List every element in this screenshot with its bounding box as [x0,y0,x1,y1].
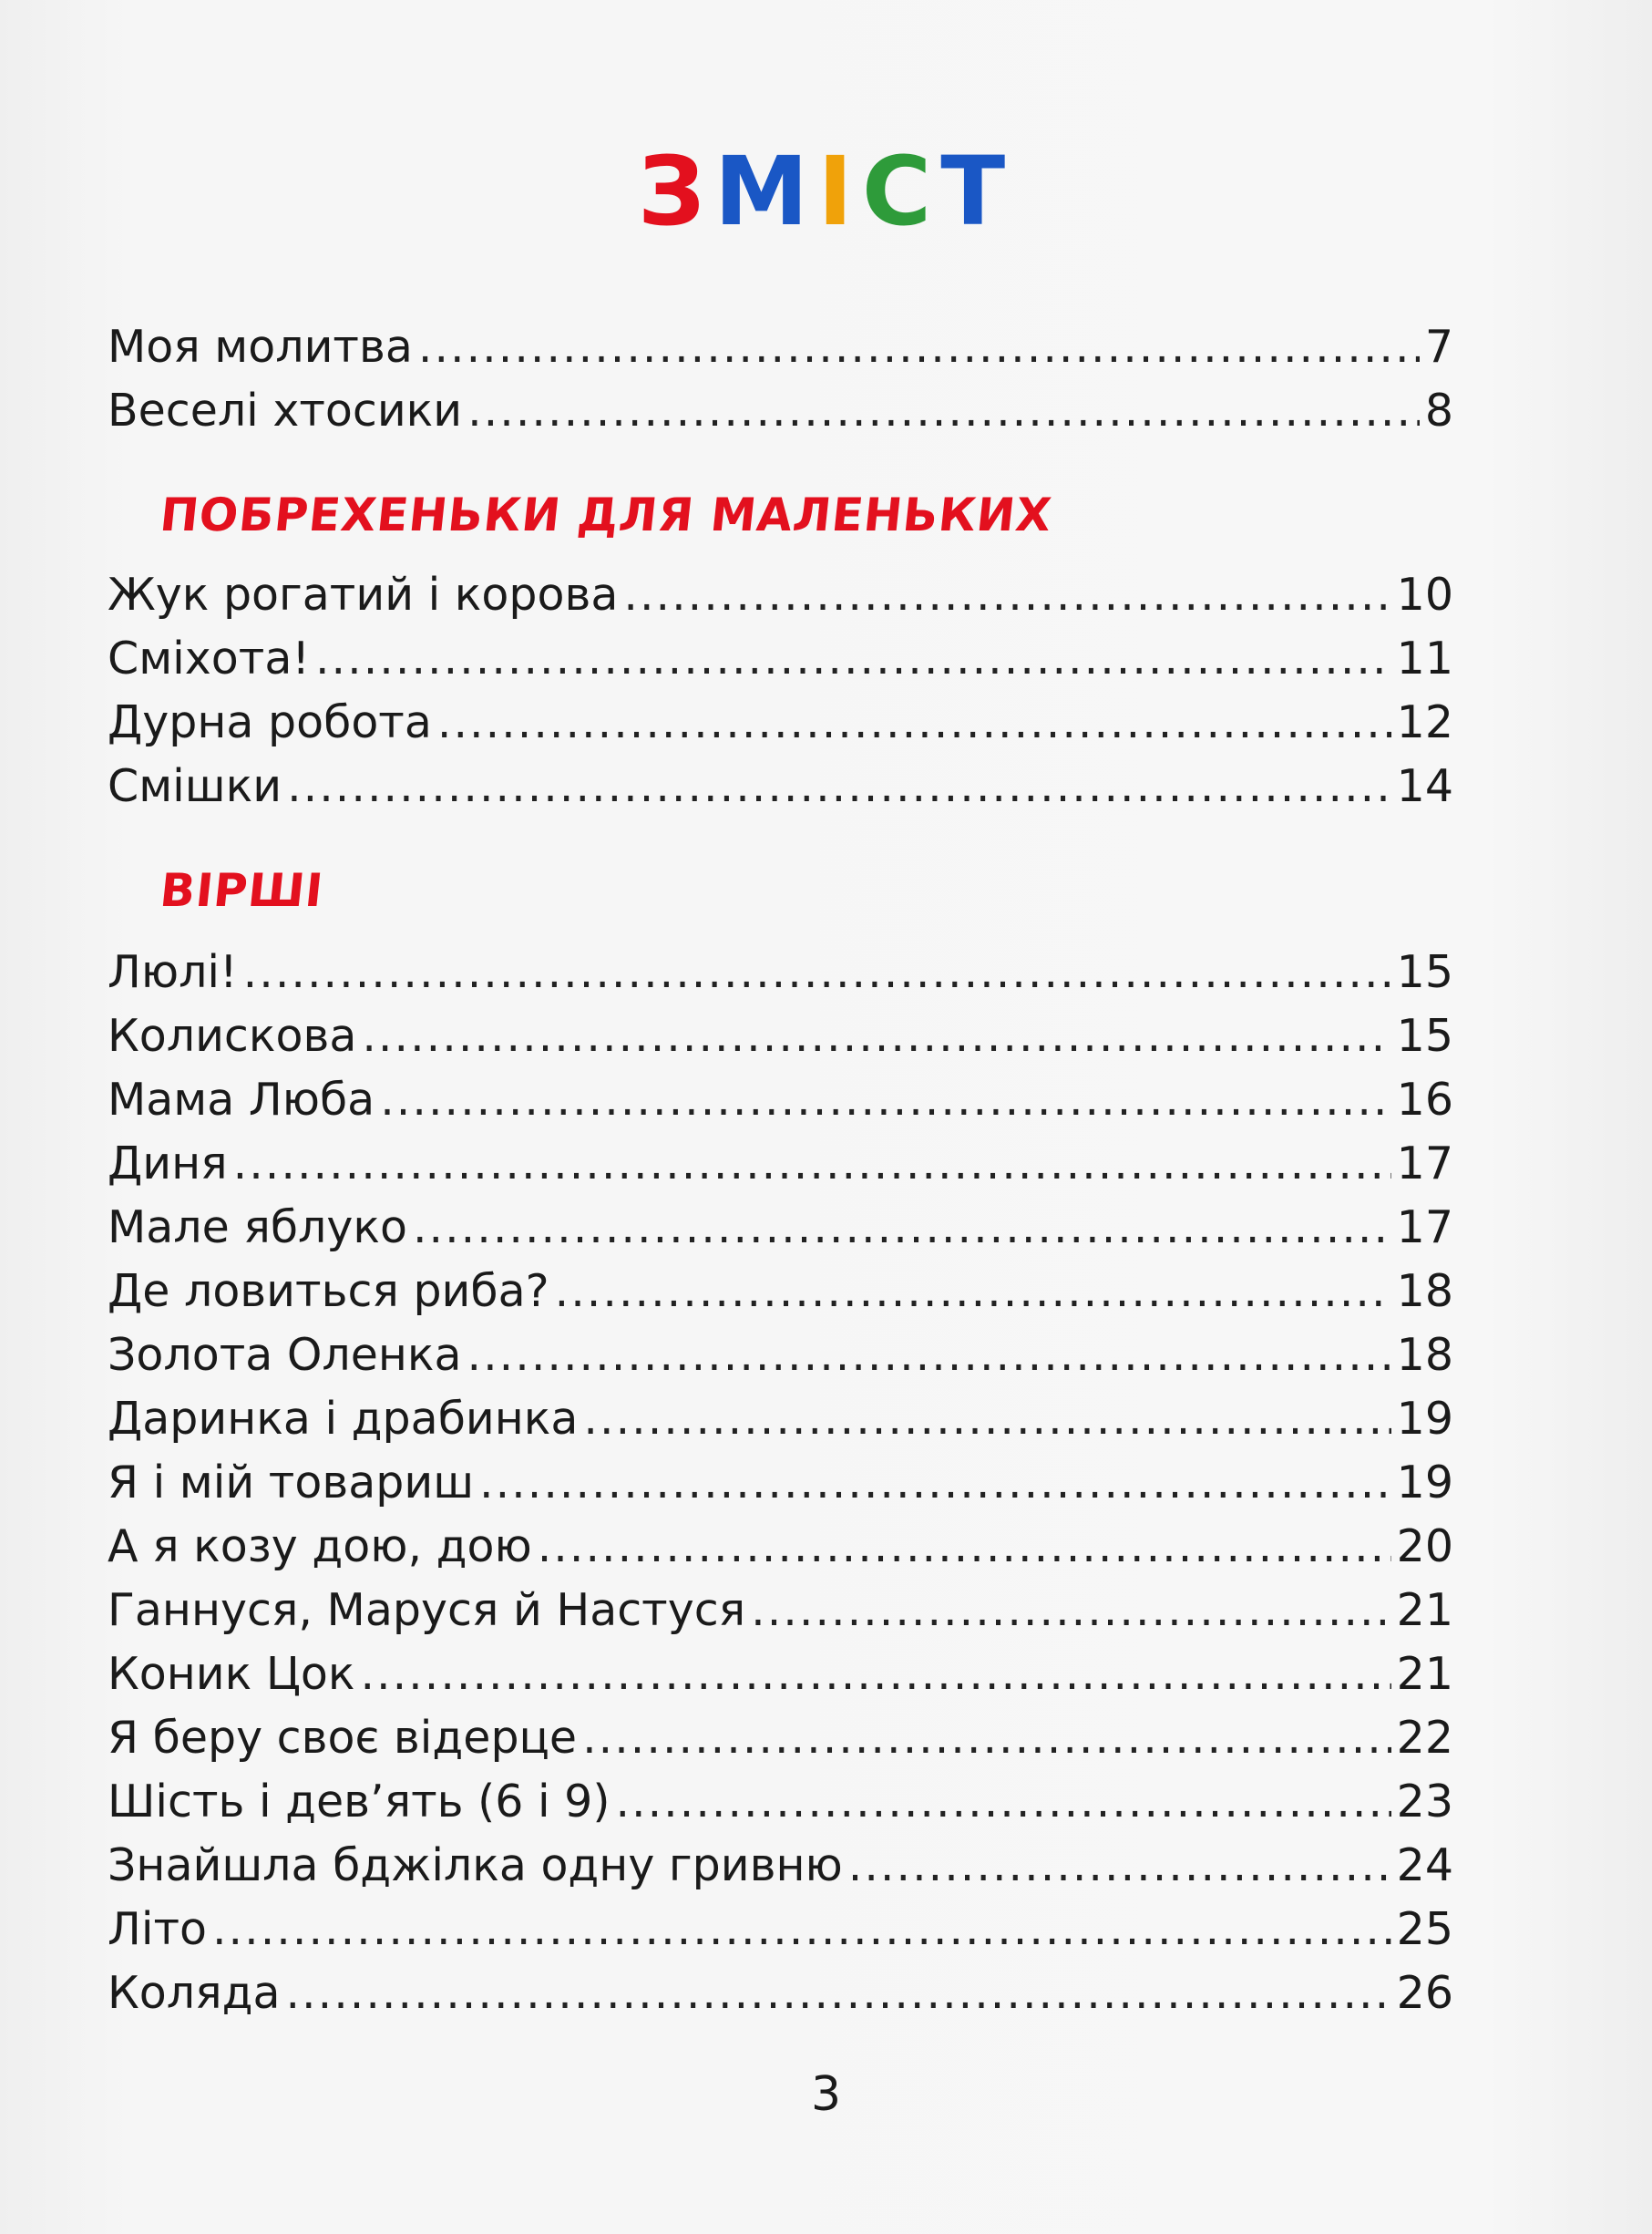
page-title [0,136,1652,247]
toc-entry[interactable] [108,1838,1453,1894]
toc-entry[interactable] [108,1646,1453,1703]
toc-entry-title: Моя молитва [108,321,413,373]
toc-entry-page: 21 [1396,1584,1453,1636]
toc-entry[interactable] [108,1263,1453,1320]
toc-entry-page: 26 [1396,1967,1453,2019]
toc-entry-title: Люлі! [108,946,238,998]
dot-leader [380,1072,1390,1128]
dot-leader [848,1838,1391,1894]
toc-entry[interactable] [108,1965,1453,2022]
title-letter: М [713,136,818,247]
toc-entry-title: Дурна робота [108,696,432,748]
title-letter: І [817,136,862,247]
toc-entry-title: Мама Люба [108,1074,375,1126]
dot-leader [583,1391,1390,1447]
toc-entry[interactable] [108,1327,1453,1384]
toc-entry[interactable] [108,1710,1453,1766]
toc-entry-title: Жук рогатий і корова [108,569,619,621]
toc-entry-page: 19 [1396,1393,1453,1445]
toc-entry-title: Де ловиться риба? [108,1265,549,1317]
toc-entry[interactable] [108,944,1453,1001]
toc-entry-title: Я і мій товариш [108,1457,475,1508]
toc-entry-title: Літо [108,1903,207,1955]
dot-leader [243,944,1391,1001]
dot-leader [467,1327,1391,1384]
dot-leader [538,1519,1391,1575]
title-letter: Т [940,136,1015,247]
section-heading: ВІРШІ [157,864,326,917]
dot-leader [285,1965,1390,2022]
toc-entry-title: Веселі хтосики [108,385,463,437]
toc-entry-page: 21 [1396,1648,1453,1700]
dot-leader [413,1199,1391,1256]
toc-entry[interactable] [108,1455,1453,1511]
toc-entry[interactable] [108,1136,1453,1192]
toc-entry-page: 20 [1396,1520,1453,1572]
toc-entry[interactable] [108,319,1453,376]
toc-entry-title: Колискова [108,1010,357,1062]
toc-entry[interactable] [108,1199,1453,1256]
toc-entry-title: Шість і дев’ять (6 і 9) [108,1776,611,1827]
toc-entry-title: Смішки [108,760,282,812]
toc-entry-page: 24 [1396,1839,1453,1891]
toc-entry-title: А я козу дою, дою [108,1520,532,1572]
toc-entry-title: Диня [108,1138,228,1189]
toc-entry[interactable] [108,1391,1453,1447]
toc-entry[interactable] [108,1901,1453,1958]
toc-entry-page: 22 [1396,1712,1453,1764]
toc-entry-page: 25 [1396,1903,1453,1955]
toc-entry-page: 15 [1396,946,1453,998]
dot-leader [360,1646,1390,1703]
dot-leader [623,567,1390,623]
dot-leader [479,1455,1391,1511]
toc-entry-page: 14 [1396,760,1453,812]
page-number: 3 [810,2067,842,2122]
dot-leader [287,758,1391,815]
toc-entry-title: Сміхота! [108,633,310,685]
toc-entry-page: 8 [1424,385,1453,437]
toc-entry-page: 19 [1396,1457,1453,1508]
dot-leader [582,1710,1391,1766]
toc-entry-title: Знайшла бджілка одну гривню [108,1839,843,1891]
toc-entry-title: Золота Оленка [108,1329,462,1381]
toc-entry[interactable] [108,383,1453,439]
dot-leader [233,1136,1391,1192]
toc-entry-page: 17 [1396,1201,1453,1253]
toc-entry-page: 18 [1396,1329,1453,1381]
toc-entry-page: 12 [1396,696,1453,748]
dot-leader [751,1582,1391,1639]
dot-leader [437,695,1391,751]
toc-entry[interactable] [108,1582,1453,1639]
toc-entry-page: 17 [1396,1138,1453,1189]
dot-leader [467,383,1420,439]
toc-entry-page: 11 [1396,633,1453,685]
section-heading: ПОБРЕХЕНЬКИ ДЛЯ МАЛЕНЬКИХ [157,489,1055,541]
toc-entry-page: 10 [1396,569,1453,621]
toc-entry[interactable] [108,695,1453,751]
title-letter: С [861,136,941,247]
dot-leader [555,1263,1391,1320]
dot-leader [418,319,1420,376]
dot-leader [615,1774,1390,1830]
toc-entry-page: 16 [1396,1074,1453,1126]
toc-entry-title: Коник Цок [108,1648,355,1700]
toc-entry-page: 23 [1396,1776,1453,1827]
toc-entry-title: Я беру своє відерце [108,1712,578,1764]
toc-entry[interactable] [108,1519,1453,1575]
toc-entry-page: 18 [1396,1265,1453,1317]
title-letter: З [637,136,714,247]
toc-entry-title: Ганнуся, Маруся й Настуся [108,1584,746,1636]
toc-entry-title: Коляда [108,1967,281,2019]
toc-entry[interactable] [108,567,1453,623]
toc-entry-title: Даринка і драбинка [108,1393,579,1445]
toc-entry[interactable] [108,631,1453,687]
dot-leader [212,1901,1391,1958]
toc-entry-page: 15 [1396,1010,1453,1062]
dot-leader [315,631,1391,687]
toc-entry-page: 7 [1424,321,1453,373]
toc-entry[interactable] [108,1008,1453,1065]
toc-entry[interactable] [108,1774,1453,1830]
toc-entry-title: Мале яблуко [108,1201,407,1253]
toc-entry[interactable] [108,758,1453,815]
toc-entry[interactable] [108,1072,1453,1128]
dot-leader [362,1008,1390,1065]
